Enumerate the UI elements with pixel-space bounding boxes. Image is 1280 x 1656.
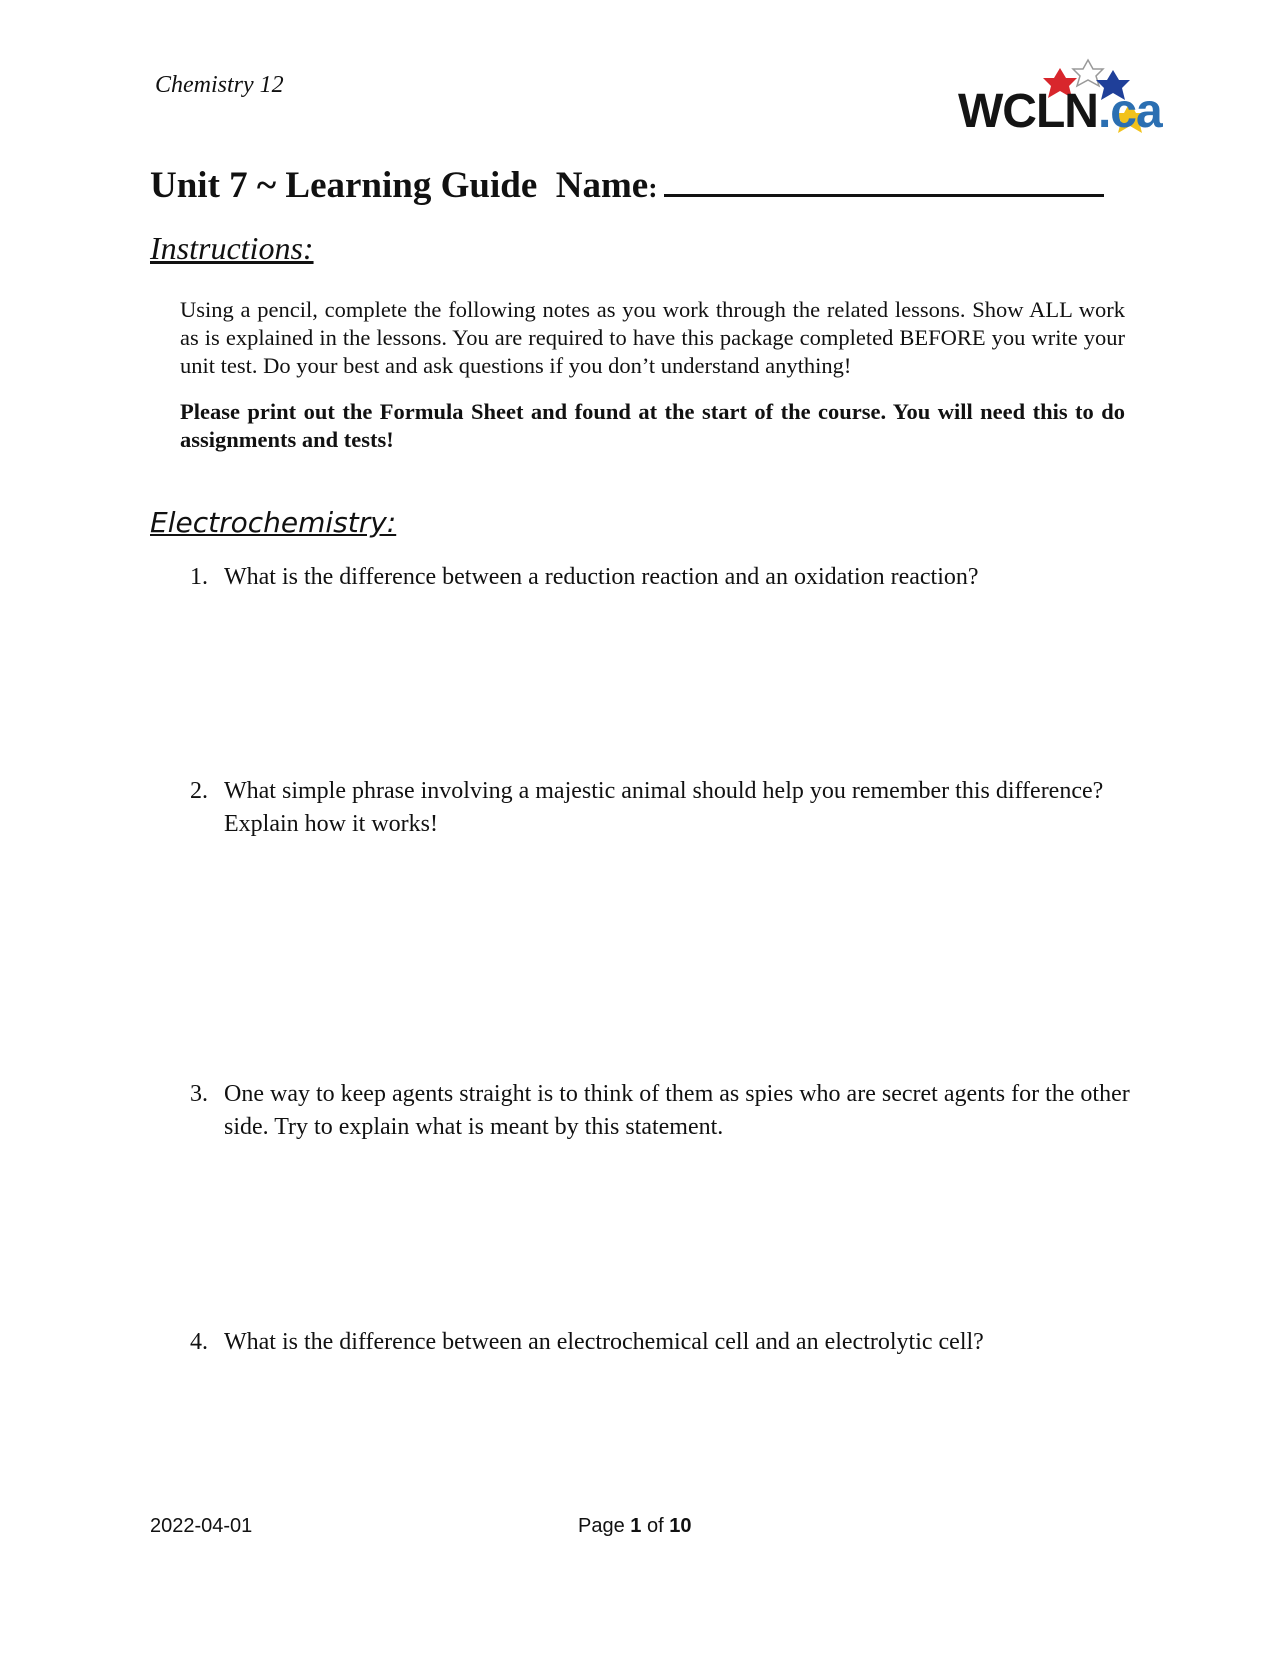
footer-page-number: Page 1 of 10 <box>578 1515 692 1537</box>
name-label: Name <box>555 165 649 206</box>
course-label: Chemistry 12 <box>155 72 284 98</box>
section-heading: Electrochemistry: <box>150 506 397 539</box>
question-item <box>190 775 1130 841</box>
question-number: 1. <box>190 564 208 590</box>
question-text: What is the difference between a reduction reaction and an oxidation reaction? <box>224 564 979 590</box>
name-colon: : <box>648 173 658 204</box>
question-item <box>190 1078 1130 1144</box>
instructions-note: Please print out the Formula Sheet and found at the start of the course. You will need this to do assignments and tests! <box>180 399 1125 452</box>
question-number: 2. <box>190 778 208 804</box>
logo-wordmark: WCLN.ca <box>958 85 1162 138</box>
question-item <box>190 1326 1130 1359</box>
footer-date: 2022-04-01 <box>150 1515 253 1537</box>
name-field-line[interactable] <box>664 160 1104 197</box>
question-number: 4. <box>190 1329 208 1355</box>
unit-title: Unit 7 ~ Learning Guide <box>150 165 538 206</box>
page-title <box>150 160 1104 207</box>
instructions-heading: Instructions: <box>150 230 314 266</box>
instructions-body: Using a pencil, complete the following notes as you work through the related lessons. Show ALL work as is explained in the lessons. You are required to have this package completed BEFORE you write your unit test. Do your best and ask questions if you don’t understand anything! <box>180 297 1125 378</box>
question-text: What is the difference between an electrochemical cell and an electrolytic cell? <box>224 1329 984 1355</box>
wcln-logo <box>950 58 1170 153</box>
question-number: 3. <box>190 1081 208 1107</box>
question-text: What simple phrase involving a majestic animal should help you remember this difference? Explain how it works! <box>224 778 1104 837</box>
question-text: One way to keep agents straight is to think of them as spies who are secret agents for the other side. Try to explain what is meant by this statement. <box>224 1081 1130 1140</box>
question-item <box>190 561 1130 594</box>
